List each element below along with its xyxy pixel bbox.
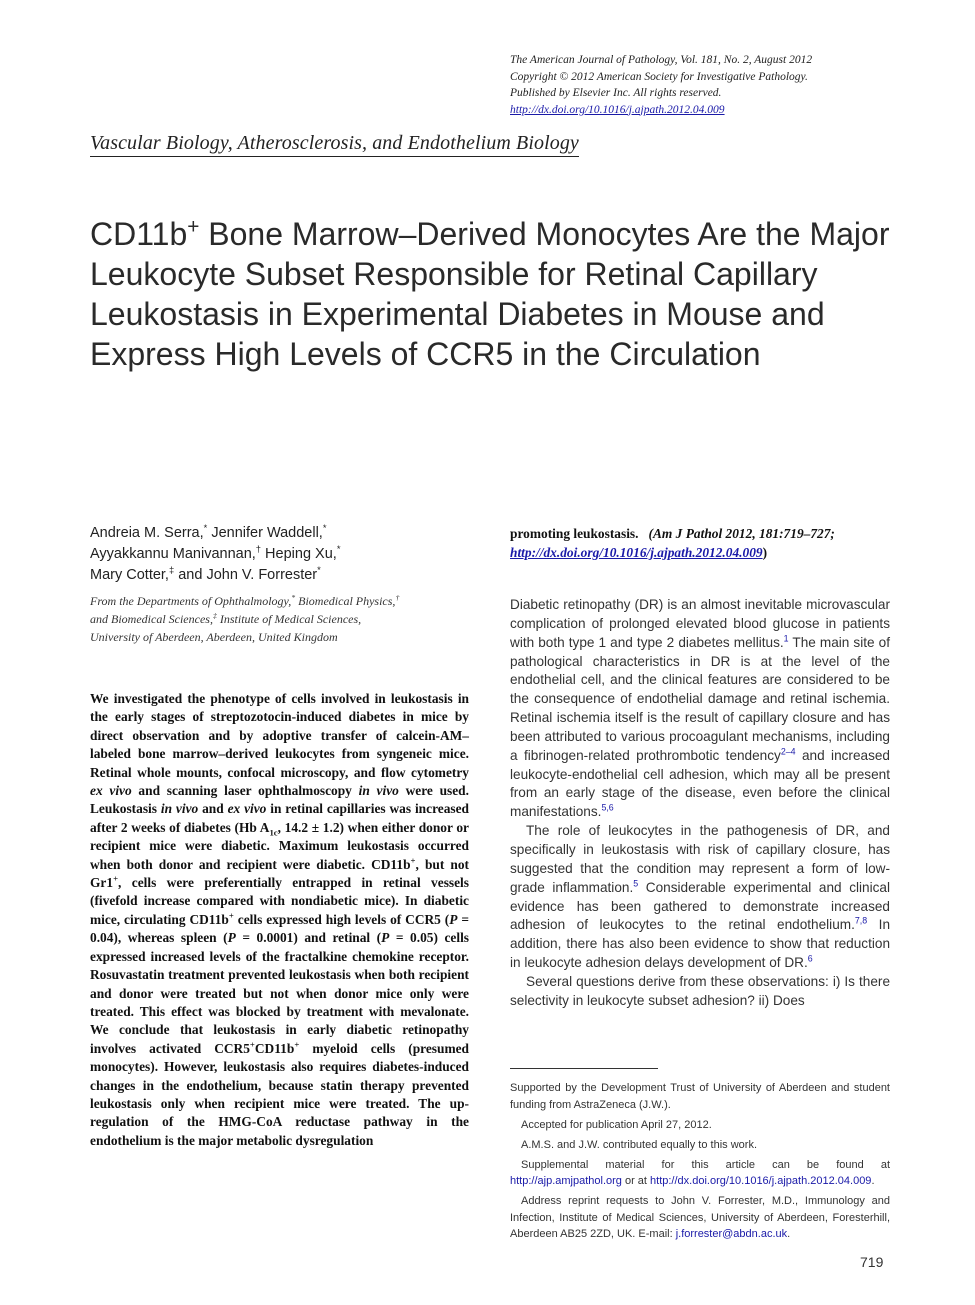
affiliation-mark: * bbox=[203, 522, 208, 534]
body-paragraph: The role of leukocytes in the pathogenesis of DR, and specifically in leukostasis with risk of capillary closure, has suggested that the condition may represent a form of low-grade inflammation.$^5$ Considerable experimental and clinical evidence has been gathered to demonstrate increased adhesion of leukocytes to the retinal endothelium.$^{7,8}$ In addition, there has also been evidence to show that reduction in leukocyte adhesion delays development of DR.$^6$ bbox=[510, 823, 890, 971]
body-text bbox=[510, 596, 890, 1011]
affiliation-mark: * bbox=[336, 543, 341, 555]
copyright-line: Copyright © 2012 American Society for Investigative Pathology. bbox=[510, 70, 808, 83]
affiliation-mark: ‡ bbox=[212, 611, 217, 620]
body-paragraph: Several questions derive from these observations: i) Is there selectivity in leukocyte subset adhesion? ii) Does bbox=[510, 973, 890, 1008]
title-text: CD11b bbox=[90, 216, 188, 252]
title-superscript: + bbox=[187, 215, 200, 239]
footnote-divider bbox=[510, 1068, 658, 1069]
affiliation-mark: ‡ bbox=[168, 564, 175, 576]
article-title bbox=[90, 214, 890, 374]
abstract-tail bbox=[510, 524, 890, 562]
affiliation bbox=[90, 592, 490, 646]
body-paragraph: Diabetic retinopathy (DR) is an almost inevitable microvascular complication of prolonged elevated blood glucose in patients with both type 1 and type 2 diabetes mellitus.$^1$ The main site of pathological characteristics in DR is at the level of the endothelial cell, and the clinical features are considered to be the consequence of endothelial damage and retinal ischemia. Retinal ischemia itself is the result of capillary closure and has been attributed to various procoagulant mechanisms, including a fibrinogen-related prothrombotic tendency$^{2-4}$ and increased leukocyte-endothelial cell adhesion, which may all be present from an early stage of the disease, even before the clinical manifestations.$^{5,6}$ bbox=[510, 597, 890, 820]
author-name: Andreia M. Serra, bbox=[90, 525, 204, 541]
reference-link[interactable]: 2–4 bbox=[780, 746, 796, 757]
footnote-accepted: Accepted for publication April 27, 2012. bbox=[521, 1118, 712, 1131]
affiliation-text: Institute of Medical Sciences, bbox=[216, 612, 362, 626]
article-citation: (Am J Pathol 2012, 181:719–727; bbox=[648, 526, 835, 541]
author-name: and John V. Forrester bbox=[174, 567, 318, 583]
author-name: Heping Xu, bbox=[261, 546, 337, 562]
page-number: 719 bbox=[860, 1254, 884, 1270]
title-text-rest: Bone Marrow–Derived Monocytes Are the Major Leukocyte Subset Responsible for Retinal Capillary Leukostasis in Experimental Diabetes in Mouse and Express High Levels of CCR5 in the Circulation bbox=[90, 216, 890, 372]
section-heading: Vascular Biology, Atherosclerosis, and Endothelium Biology bbox=[90, 132, 579, 157]
affiliation-text: University of Aberdeen, Aberdeen, United Kingdom bbox=[90, 630, 338, 644]
affiliation-mark: * bbox=[291, 593, 296, 602]
publisher-line: Published by Elsevier Inc. All rights reserved. bbox=[510, 87, 722, 99]
footnotes bbox=[510, 1080, 890, 1246]
affiliation-mark: * bbox=[322, 522, 327, 534]
abstract: We investigated the phenotype of cells involved in leukostasis in the early stages of streptozotocin-induced diabetes in mice by direct observation and by adoptive transfer of calcein-AM–labeled bone marrow–derived leukocytes from syngeneic mice. Retinal whole mounts, confocal microscopy, and flow cytometry ex vivo and scanning laser ophthalmoscopy in vivo were used. Leukostasis in vivo and ex vivo in retinal capillaries was increased after 2 weeks of diabetes (Hb $A_{1c}$, 14.2 ± 1.2) when either donor or recipient mice were diabetic. Maximum leukostasis occurred when both donor and recipient were diabetic. CD11b+, but not Gr1+, cells were preferentially entrapped in retinal vessels (fivefold increase compared with nondiabetic mice). In diabetic mice, circulating CD11b+ cells expressed high levels of CCR5 (P = 0.04), whereas spleen (P = 0.0001) and retinal (P = 0.05) cells expressed increased levels of the fractalkine chemokine receptor. Rosuvastatin treatment prevented leukostasis when both recipient and donor were treated but not when donor mice only were treated. This effect was blocked by treatment with mevalonate. We conclude that leukostasis in early diabetic retinopathy involves activated CCR5+CD11b+ myeloid cells (presumed monocytes). However, leukostasis also requires diabetes-induced changes in the endothelium, because statin therapy prevented leukostasis only when recipient mice were treated. The up-regulation of the HMG-CoA reductase pathway in the endothelium is the major metabolic dysregulation bbox=[90, 691, 470, 1148]
reference-link[interactable]: 1 bbox=[783, 633, 789, 644]
journal-info bbox=[510, 52, 930, 118]
citation-doi-link[interactable]: http://dx.doi.org/10.1016/j.ajpath.2012.04.009 bbox=[510, 545, 763, 560]
affiliation-mark: † bbox=[255, 543, 262, 555]
footnote-reprint: Address reprint requests to John V. Forrester, M.D., Immunology and Infection, Institute of Medical Sciences, University of Aberdeen, Foresterhill, Aberdeen AB25 2ZD, UK. E-mail: j.forrester@abdn.ac.uk. bbox=[510, 1195, 890, 1240]
supplemental-link[interactable]: http://ajp.amjpathol.org bbox=[510, 1175, 622, 1187]
author-name: Ayyakkannu Manivannan, bbox=[90, 546, 256, 562]
affiliation-mark: † bbox=[395, 593, 400, 602]
affiliation-text: and Biomedical Sciences, bbox=[90, 612, 213, 626]
doi-link[interactable]: http://dx.doi.org/10.1016/j.ajpath.2012.04.009 bbox=[510, 103, 725, 116]
reference-link[interactable]: 7,8 bbox=[854, 915, 868, 926]
email-link[interactable]: j.forrester@abdn.ac.uk bbox=[675, 1228, 788, 1240]
footnote-funding: Supported by the Development Trust of University of Aberdeen and student funding from AstraZeneca (J.W.). bbox=[510, 1082, 890, 1111]
affiliation-mark: * bbox=[317, 564, 321, 576]
supplemental-doi-link[interactable]: http://dx.doi.org/10.1016/j.ajpath.2012.04.009 bbox=[650, 1175, 872, 1187]
citation-close: ) bbox=[762, 545, 768, 560]
journal-citation: The American Journal of Pathology, Vol. 181, No. 2, August 2012 bbox=[510, 54, 813, 66]
affiliation-text: Biomedical Physics, bbox=[295, 594, 396, 608]
reference-link[interactable]: 5 bbox=[633, 878, 639, 889]
author-list bbox=[90, 523, 490, 586]
footnote-contribution: A.M.S. and J.W. contributed equally to this work. bbox=[521, 1138, 757, 1151]
reference-link[interactable]: 6 bbox=[807, 953, 813, 964]
footnote-supplemental: Supplemental material for this article can be found at http://ajp.amjpathol.org or at http://dx.doi.org/10.1016/j.ajpath.2012.04.009. bbox=[510, 1158, 890, 1187]
author-name: Mary Cotter, bbox=[90, 567, 169, 583]
abstract-tail-text: promoting leukostasis. bbox=[510, 526, 639, 541]
author-name: Jennifer Waddell, bbox=[207, 525, 323, 541]
reference-link[interactable]: 5,6 bbox=[601, 802, 614, 813]
affiliation-text: From the Departments of Ophthalmology, bbox=[90, 594, 292, 608]
